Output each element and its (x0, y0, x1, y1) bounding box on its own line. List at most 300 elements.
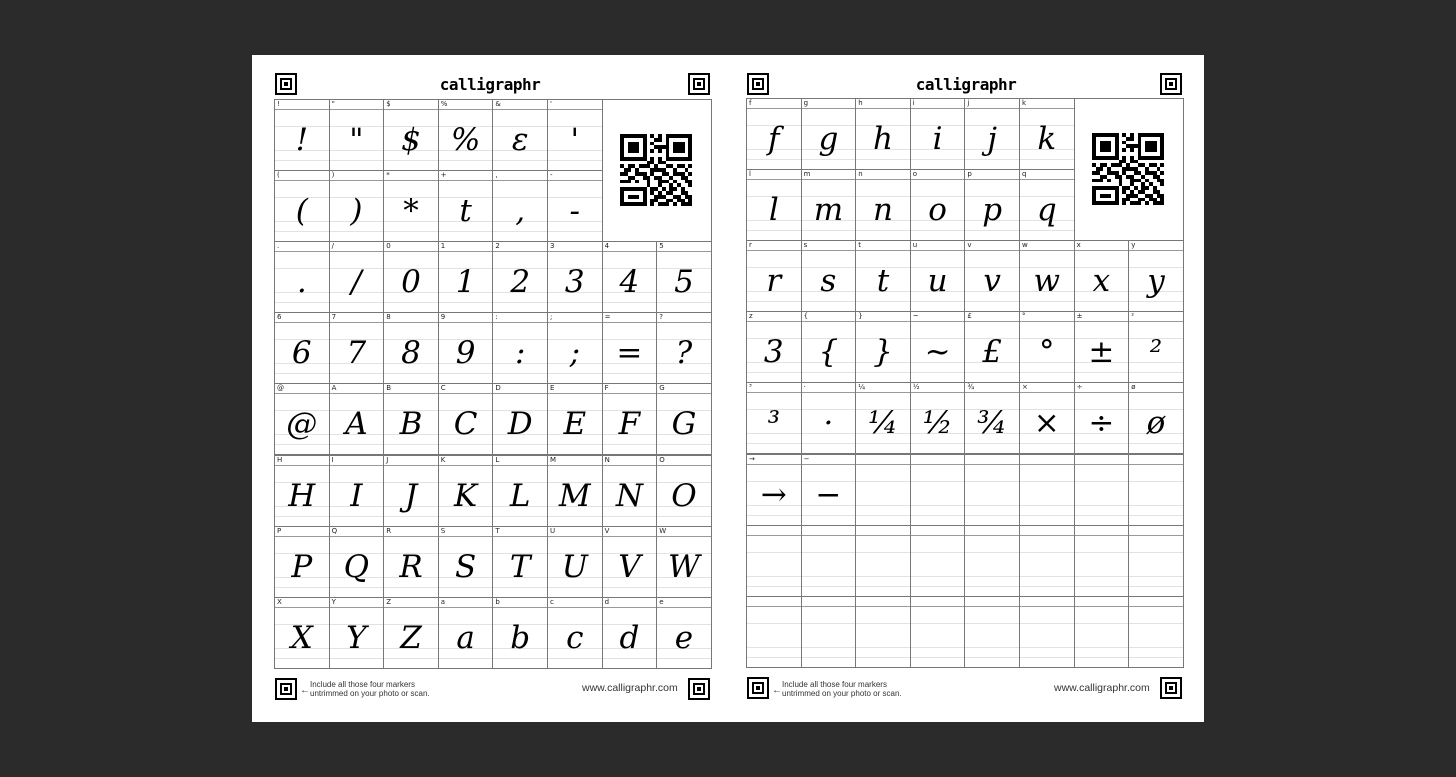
glyph-cell (274, 455, 330, 527)
marker-instructions-line2: untrimmed on your photo or scan. (310, 689, 430, 698)
glyph-cell (910, 98, 966, 170)
glyph-cell (438, 312, 494, 384)
handwritten-glyph: P (291, 548, 313, 585)
handwritten-glyph: 5 (674, 264, 694, 301)
handwritten-glyph: d (619, 619, 640, 656)
handwritten-glyph (747, 536, 801, 596)
glyph-cell (1128, 454, 1184, 526)
glyph-cell (855, 596, 911, 668)
glyph-cell (746, 169, 802, 241)
glyph-cell (492, 99, 548, 171)
glyph-cell (910, 311, 966, 383)
glyph-cell (492, 455, 548, 527)
cell-label: r (749, 241, 752, 250)
handwritten-glyph: * (403, 193, 419, 230)
glyph-cell (746, 98, 802, 170)
cell-label: M (550, 455, 557, 464)
handwritten-glyph: q (1036, 192, 1057, 229)
glyph-cell (329, 241, 385, 313)
handwritten-glyph: G (671, 406, 697, 443)
cell-label: R (386, 526, 392, 535)
glyph-cell (964, 454, 1020, 526)
cell-label: : (495, 313, 498, 322)
handwritten-glyph: · (823, 405, 834, 442)
glyph-cell (438, 99, 494, 171)
glyph-cell (910, 525, 966, 597)
brand-logo: calligraphr (439, 75, 541, 94)
glyph-cell (602, 383, 658, 455)
glyph-cell (438, 597, 494, 669)
cell-label: T (495, 526, 500, 535)
cell-label: ' (550, 100, 552, 108)
glyph-cell (329, 455, 385, 527)
cell-label: - (550, 171, 553, 180)
glyph-cell (438, 526, 494, 598)
cell-label: i (912, 99, 915, 107)
glyph-cell (329, 99, 385, 171)
glyph-cell (656, 455, 712, 527)
cell-label: 3 (550, 242, 555, 251)
handwritten-glyph (856, 607, 910, 667)
handwritten-glyph: c (566, 619, 584, 656)
handwritten-glyph: 9 (455, 335, 476, 372)
handwritten-glyph (911, 536, 965, 596)
glyph-cell (438, 241, 494, 313)
handwritten-glyph: : (514, 335, 526, 372)
handwritten-glyph: / (351, 264, 362, 301)
glyph-cell (855, 169, 911, 241)
glyph-cell (656, 383, 712, 455)
handwritten-glyph: " (349, 122, 364, 159)
website-url: www.calligraphr.com (1054, 682, 1150, 694)
handwritten-glyph: T (509, 548, 531, 585)
template-page-right (728, 55, 1204, 722)
cell-label: − (803, 454, 810, 463)
glyph-cell (1019, 240, 1075, 312)
handwritten-glyph: W (668, 548, 700, 585)
handwritten-glyph: b (510, 619, 531, 656)
handwritten-glyph: D (507, 406, 533, 443)
glyph-cell (964, 525, 1020, 597)
cell-label: D (495, 384, 501, 393)
handwritten-glyph: k (1037, 121, 1057, 158)
handwritten-glyph: E (563, 406, 587, 443)
handwritten-glyph: £ (982, 334, 1003, 371)
cell-label: A (331, 384, 337, 393)
cell-label: { (803, 312, 809, 321)
handwritten-glyph: K (454, 477, 478, 514)
cell-label: n (858, 170, 863, 179)
corner-marker-icon (747, 677, 769, 699)
handwritten-glyph: = (616, 335, 643, 372)
cell-label: W (659, 526, 667, 535)
handwritten-glyph: S (454, 548, 477, 585)
cell-label: p (967, 170, 972, 179)
cell-label: Q (331, 526, 338, 535)
handwritten-glyph (802, 607, 856, 667)
glyph-cell (1074, 382, 1130, 454)
marker-instructions-line1: Include all those four markers (310, 680, 415, 689)
handwritten-glyph (1020, 536, 1074, 596)
cell-label: & (495, 100, 501, 108)
cell-label: + (440, 171, 447, 180)
handwritten-glyph: M (558, 477, 591, 514)
glyph-cell (964, 596, 1020, 668)
glyph-cell (855, 240, 911, 312)
glyph-cell (964, 382, 1020, 454)
handwritten-glyph: 3 (763, 334, 784, 371)
cell-label: % (440, 100, 448, 108)
handwritten-glyph: u (927, 263, 948, 300)
cell-label: → (749, 454, 755, 463)
glyph-cell (1128, 382, 1184, 454)
cell-label: f (749, 99, 752, 107)
cell-label: O (659, 455, 665, 464)
handwritten-glyph: ? (675, 335, 693, 372)
glyph-cell (1128, 311, 1184, 383)
handwritten-glyph: n (873, 192, 893, 229)
cell-label: k (1022, 99, 1027, 107)
cell-label: @ (277, 384, 284, 393)
glyph-cell (1128, 240, 1184, 312)
cell-label: L (495, 455, 500, 464)
cell-label: * (386, 171, 390, 180)
handwritten-glyph (1075, 607, 1129, 667)
glyph-cell (547, 170, 603, 242)
handwritten-glyph (1129, 607, 1183, 667)
handwritten-glyph: ) (350, 193, 363, 230)
glyph-cell (1019, 454, 1075, 526)
handwritten-glyph (856, 465, 910, 525)
glyph-cell (801, 454, 857, 526)
handwritten-glyph: ! (295, 122, 309, 159)
handwritten-glyph: ε (511, 122, 529, 159)
marker-instructions (310, 680, 430, 698)
handwritten-glyph: % (450, 122, 481, 159)
handwritten-glyph: f (768, 121, 780, 158)
cell-label: ! (277, 100, 280, 108)
handwritten-glyph: 0 (401, 264, 421, 301)
cell-label: S (440, 526, 446, 535)
glyph-cell (1074, 240, 1130, 312)
cell-label: $ (386, 100, 391, 108)
glyph-cell (438, 383, 494, 455)
cell-label: 8 (386, 313, 391, 322)
cell-label: Z (386, 597, 391, 606)
glyph-cell (602, 241, 658, 313)
handwritten-glyph: N (615, 477, 643, 514)
handwritten-glyph: O (671, 477, 697, 514)
glyph-cell (855, 311, 911, 383)
handwritten-glyph: ~ (924, 334, 951, 371)
cell-label: B (386, 384, 391, 393)
handwritten-glyph: V (618, 548, 641, 585)
handwritten-glyph: ÷ (1088, 405, 1115, 442)
handwritten-glyph: r (766, 263, 782, 300)
handwritten-glyph: J (404, 477, 418, 514)
cell-label: ; (550, 313, 553, 322)
cell-label: ¾ (967, 383, 975, 392)
corner-marker-icon (1160, 677, 1182, 699)
glyph-cell (492, 312, 548, 384)
cell-label: · (803, 383, 806, 392)
glyph-cell (1019, 525, 1075, 597)
handwritten-glyph: t (876, 263, 890, 300)
glyph-cell (910, 169, 966, 241)
glyph-cell (274, 99, 330, 171)
cell-label: ø (1131, 383, 1136, 392)
handwritten-glyph: ³ (767, 405, 781, 442)
cell-label: G (659, 384, 665, 393)
glyph-cell (855, 525, 911, 597)
handwritten-glyph: Y (346, 619, 367, 656)
handwritten-glyph: x (1092, 263, 1111, 300)
handwritten-glyph: - (569, 193, 581, 230)
cell-label: ~ (912, 312, 919, 321)
glyph-cell (602, 597, 658, 669)
handwritten-glyph (965, 607, 1019, 667)
glyph-cell (801, 382, 857, 454)
handwritten-glyph: 3 (564, 264, 585, 301)
cell-label: x (1076, 241, 1081, 250)
glyph-cell (329, 597, 385, 669)
glyph-cell (746, 596, 802, 668)
glyph-cell (383, 526, 439, 598)
glyph-cell (547, 383, 603, 455)
corner-marker-icon (688, 678, 710, 700)
cell-label: ° (1022, 312, 1026, 321)
handwritten-glyph: t (459, 193, 472, 230)
glyph-cell (746, 382, 802, 454)
handwritten-glyph: $ (401, 122, 421, 159)
glyph-cell (656, 597, 712, 669)
cell-label: J (386, 455, 389, 464)
left-arrow-icon: ← (772, 685, 782, 696)
cell-label: ² (1131, 312, 1134, 321)
handwritten-glyph: g (818, 121, 839, 158)
cell-label: c (550, 597, 554, 606)
glyph-cell (602, 455, 658, 527)
glyph-cell (964, 169, 1020, 241)
handwritten-glyph: ° (1039, 334, 1055, 371)
handwritten-glyph: ø (1146, 405, 1166, 442)
left-arrow-icon: ← (300, 685, 310, 696)
cell-label: 5 (659, 242, 664, 251)
marker-instructions (782, 680, 902, 698)
glyph-cell (492, 383, 548, 455)
cell-label: H (277, 455, 283, 464)
glyph-cell (910, 596, 966, 668)
glyph-cell (801, 169, 857, 241)
handwritten-glyph (1020, 465, 1074, 525)
cell-label: 6 (277, 313, 282, 322)
glyph-cell (1128, 525, 1184, 597)
handwritten-glyph: 7 (346, 335, 367, 372)
handwritten-glyph: 1 (455, 264, 476, 301)
glyph-cell (383, 170, 439, 242)
handwritten-glyph: B (399, 406, 423, 443)
glyph-cell (1019, 169, 1075, 241)
cell-label: ÷ (1076, 383, 1083, 392)
glyph-cell (274, 312, 330, 384)
glyph-cell (274, 170, 330, 242)
cell-label: b (495, 597, 500, 606)
cell-label: h (858, 99, 863, 107)
handwritten-glyph (1075, 465, 1129, 525)
glyph-cell (855, 98, 911, 170)
glyph-cell (602, 312, 658, 384)
glyph-cell (438, 455, 494, 527)
handwritten-glyph: w (1033, 263, 1061, 300)
glyph-cell (1019, 311, 1075, 383)
handwritten-glyph: 4 (619, 264, 640, 301)
handwritten-glyph: X (290, 619, 313, 656)
cell-label: ( (277, 171, 280, 180)
glyph-cell (383, 597, 439, 669)
handwritten-glyph (965, 465, 1019, 525)
cell-label: I (331, 455, 334, 464)
marker-instructions-line2: untrimmed on your photo or scan. (782, 689, 902, 698)
glyph-cell (801, 525, 857, 597)
glyph-cell (910, 454, 966, 526)
glyph-cell (1019, 98, 1075, 170)
handwritten-glyph: j (987, 121, 997, 158)
handwritten-glyph: 6 (291, 335, 312, 372)
glyph-cell (656, 241, 712, 313)
cell-label: Y (331, 597, 336, 606)
glyph-cell (746, 240, 802, 312)
template-sheet (252, 55, 1204, 722)
handwritten-glyph: p (982, 192, 1003, 229)
handwritten-glyph: ½ (922, 405, 953, 442)
cell-label: g (803, 99, 809, 107)
cell-label: . (277, 242, 280, 251)
cell-label: 2 (495, 242, 500, 251)
cell-label: 7 (331, 313, 337, 322)
glyph-cell (656, 526, 712, 598)
glyph-cell (910, 240, 966, 312)
glyph-cell (1074, 525, 1130, 597)
glyph-cell (801, 98, 857, 170)
glyph-cell (910, 382, 966, 454)
glyph-cell (801, 240, 857, 312)
glyph-cell (801, 596, 857, 668)
glyph-cell (329, 383, 385, 455)
glyph-cell (329, 170, 385, 242)
glyph-cell (547, 312, 603, 384)
handwritten-glyph: Q (343, 548, 370, 585)
glyph-cell (1019, 596, 1075, 668)
handwritten-glyph: o (928, 192, 947, 229)
glyph-cell (547, 597, 603, 669)
cell-label: × (1022, 383, 1028, 392)
template-page-left (252, 55, 728, 722)
handwritten-glyph (747, 607, 801, 667)
cell-label: e (659, 597, 664, 606)
glyph-cell (1074, 454, 1130, 526)
glyph-cell (383, 455, 439, 527)
cell-label: q (1022, 170, 1027, 179)
handwritten-glyph: ± (1088, 334, 1115, 371)
handwritten-glyph: ( (295, 193, 308, 230)
glyph-cell (274, 526, 330, 598)
handwritten-glyph (856, 536, 910, 596)
handwritten-glyph: → (760, 476, 787, 513)
handwritten-glyph: − (815, 476, 842, 513)
handwritten-glyph: Z (400, 619, 422, 656)
glyph-cell (492, 526, 548, 598)
glyph-cell (547, 526, 603, 598)
cell-label: o (912, 170, 918, 179)
handwritten-glyph: l (768, 192, 779, 229)
glyph-cell (964, 311, 1020, 383)
handwritten-glyph: m (813, 192, 844, 229)
cell-label: z (749, 312, 753, 321)
glyph-cell (855, 382, 911, 454)
cell-label: y (1131, 241, 1136, 250)
cell-label: V (604, 526, 610, 535)
glyph-cell (383, 383, 439, 455)
handwritten-glyph: L (509, 477, 531, 514)
cell-label: 1 (440, 242, 446, 251)
glyph-cell (964, 98, 1020, 170)
cell-label: } (858, 312, 863, 321)
handwritten-glyph: H (288, 477, 316, 514)
glyph-cell (274, 241, 330, 313)
glyph-cell (1128, 596, 1184, 668)
handwritten-glyph: C (453, 406, 478, 443)
glyph-cell (656, 312, 712, 384)
handwritten-glyph (1020, 607, 1074, 667)
handwritten-glyph (1129, 536, 1183, 596)
handwritten-glyph: ' (570, 122, 580, 159)
glyph-cell (492, 241, 548, 313)
cell-label: u (912, 241, 918, 250)
cell-label: ³ (749, 383, 752, 392)
glyph-cell (274, 597, 330, 669)
brand-logo: calligraphr (915, 75, 1017, 94)
cell-label: P (277, 526, 282, 535)
handwritten-glyph: I (350, 477, 363, 514)
glyph-cell (383, 241, 439, 313)
cell-label: ½ (912, 383, 920, 392)
cell-label: ¼ (858, 383, 865, 392)
cell-label: d (604, 597, 610, 606)
qr-code-icon (1074, 98, 1184, 241)
cell-label: X (277, 597, 282, 606)
cell-label: 4 (604, 242, 610, 251)
handwritten-glyph: R (399, 548, 423, 585)
handwritten-glyph: ¼ (867, 405, 898, 442)
handwritten-glyph: 8 (401, 335, 421, 372)
handwritten-glyph: s (820, 263, 837, 300)
cell-label: t (858, 241, 861, 250)
handwritten-glyph: . (296, 264, 307, 301)
website-url: www.calligraphr.com (582, 682, 678, 694)
cell-label: a (440, 597, 446, 606)
corner-marker-icon (275, 678, 297, 700)
glyph-cell (383, 99, 439, 171)
handwritten-glyph: F (618, 406, 641, 443)
cell-label: E (550, 384, 555, 393)
handwritten-glyph (1075, 536, 1129, 596)
marker-instructions-line1: Include all those four markers (782, 680, 887, 689)
handwritten-glyph: × (1033, 405, 1060, 442)
cell-label: v (967, 241, 972, 250)
cell-label: K (440, 455, 446, 464)
handwritten-glyph: i (932, 121, 943, 158)
glyph-cell (1074, 596, 1130, 668)
